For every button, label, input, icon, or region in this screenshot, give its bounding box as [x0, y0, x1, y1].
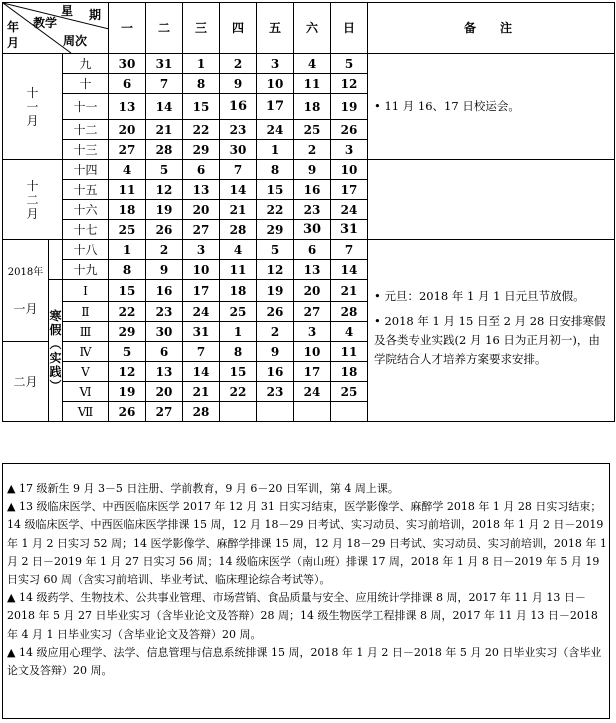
- week-number: 十九: [63, 260, 109, 280]
- remark-nov: • 11 月 16、17 日校运会。: [368, 54, 615, 160]
- day-cell: 26: [109, 402, 146, 422]
- day-cell: 4: [331, 322, 368, 342]
- day-cell: 4: [220, 240, 257, 260]
- day-cell: 6: [183, 160, 220, 180]
- week-number: 十三: [63, 140, 109, 160]
- day-cell: 2: [294, 140, 331, 160]
- day-cell: 8: [257, 160, 294, 180]
- day-cell: 14: [220, 180, 257, 200]
- day-cell: 25: [294, 120, 331, 140]
- day-header-thu: 四: [220, 3, 257, 54]
- corner-label-month: 月: [7, 36, 20, 50]
- day-cell: 15: [109, 280, 146, 302]
- day-header-fri: 五: [257, 3, 294, 54]
- day-cell: 20: [109, 120, 146, 140]
- week-number: Ⅱ: [63, 302, 109, 322]
- corner-label-week-a: 星: [61, 4, 74, 18]
- day-cell: 1: [183, 54, 220, 74]
- day-cell: 27: [109, 140, 146, 160]
- day-cell: 23: [146, 302, 183, 322]
- day-cell: 28: [331, 302, 368, 322]
- day-cell: 30: [146, 322, 183, 342]
- day-cell: 9: [146, 260, 183, 280]
- day-cell: 6: [294, 240, 331, 260]
- day-cell: 13: [183, 180, 220, 200]
- footnote-2: ▲ 13 级临床医学、中西医临床医学 2017 年 12 月 31 日实习结束，医学影像学、麻醉学 2018 年 1 月 28 日实习结束；14 级临床医学、中西医临床医学排课 15 周，12 月 18－29 日考试、实习动员、实习前培训，2018 年 1 月 2 日－2019 年 1 月 2 日实习 52 周；14 医学影像学、麻醉学排课 15 周，12 月 18－29 日考试、实习动员、实习前培训，2018 年 1 月 2 日－2019 年 1 月 27 日实习 56 周；14 级临床医学（南山班）排课 17 周，2018 年 1 月 8 日－2019 年 5 月 19 日实习 60 周（含实习前培训、毕业考试、临床理论综合考试等）。: [7, 500, 607, 587]
- day-cell: 3: [331, 140, 368, 160]
- day-cell: 30: [220, 140, 257, 160]
- day-cell: 14: [146, 94, 183, 120]
- day-cell: 20: [146, 382, 183, 402]
- remark-header: 备 注: [368, 3, 615, 54]
- day-cell: 24: [294, 382, 331, 402]
- month-label-feb: 二月: [3, 342, 49, 422]
- day-cell: 17: [294, 362, 331, 382]
- calendar-table: [2, 2, 615, 422]
- week-number: 十一: [63, 94, 109, 120]
- day-cell: 5: [109, 342, 146, 362]
- day-cell: 12: [257, 260, 294, 280]
- remark-dec: [368, 160, 615, 240]
- day-cell: 3: [183, 240, 220, 260]
- day-cell: 17: [183, 280, 220, 302]
- day-cell: 6: [109, 74, 146, 94]
- day-cell: 18: [109, 200, 146, 220]
- day-cell: 16: [220, 94, 257, 120]
- week-number: Ⅶ: [63, 402, 109, 422]
- week-number: Ⅳ: [63, 342, 109, 362]
- day-cell: 19: [257, 280, 294, 302]
- day-cell: 10: [257, 74, 294, 94]
- footnote-4: ▲ 14 级应用心理学、法学、信息管理与信息系统排课 15 周，2018 年 1 月 2 日－2018 年 5 月 20 日毕业实习（含毕业论文及答辩）20 周。: [7, 645, 602, 678]
- day-cell: 29: [183, 140, 220, 160]
- day-cell: 27: [146, 402, 183, 422]
- week-row: [3, 240, 615, 260]
- day-cell: 29: [109, 322, 146, 342]
- day-cell: 21: [220, 200, 257, 220]
- day-cell: 14: [331, 260, 368, 280]
- day-cell: 28: [220, 220, 257, 240]
- remark-new-year: • 元旦：2018 年 1 月 1 日元旦节放假。: [374, 288, 585, 303]
- day-cell: 19: [331, 94, 368, 120]
- day-cell: 3: [294, 322, 331, 342]
- day-cell: 27: [183, 220, 220, 240]
- day-cell: 6: [146, 342, 183, 362]
- remark-winter-break: • 2018 年 1 月 15 日至 2 月 28 日安排寒假及各类专业实践(2 月 16 日为正月初一)，由学院结合人才培养方案要求安排。: [374, 313, 606, 366]
- day-header-sat: 六: [294, 3, 331, 54]
- header-corner: [3, 3, 109, 54]
- day-cell: 9: [294, 160, 331, 180]
- week-number: 十四: [63, 160, 109, 180]
- day-cell: 8: [220, 342, 257, 362]
- day-cell: 1: [220, 322, 257, 342]
- day-cell: 17: [257, 94, 294, 120]
- day-cell: 20: [294, 280, 331, 302]
- day-cell: [294, 402, 331, 422]
- week-row: [3, 160, 615, 180]
- day-cell: 12: [109, 362, 146, 382]
- day-cell: 17: [331, 180, 368, 200]
- day-cell: 7: [331, 240, 368, 260]
- day-cell: 11: [220, 260, 257, 280]
- spacer-cell: [49, 240, 63, 280]
- day-cell: 27: [294, 302, 331, 322]
- month-label-dec: 十 二 月: [3, 160, 63, 240]
- week-number: 九: [63, 54, 109, 74]
- day-cell: 12: [146, 180, 183, 200]
- day-cell: 22: [257, 200, 294, 220]
- day-cell: 18: [294, 94, 331, 120]
- day-cell: 18: [331, 362, 368, 382]
- day-cell: 7: [220, 160, 257, 180]
- corner-label-week-b: 期: [89, 8, 102, 22]
- day-cell: 8: [109, 260, 146, 280]
- footnote-box: [2, 463, 610, 719]
- day-cell: 20: [183, 200, 220, 220]
- day-cell: 21: [331, 280, 368, 302]
- day-cell: 10: [331, 160, 368, 180]
- day-cell: 4: [294, 54, 331, 74]
- day-cell: [331, 402, 368, 422]
- week-number: 十二: [63, 120, 109, 140]
- week-number: 十八: [63, 240, 109, 260]
- day-cell: 26: [257, 302, 294, 322]
- week-number: Ⅵ: [63, 382, 109, 402]
- day-cell: [257, 402, 294, 422]
- day-cell: 9: [257, 342, 294, 362]
- week-number: 十: [63, 74, 109, 94]
- day-cell: 13: [109, 94, 146, 120]
- day-cell: 9: [220, 74, 257, 94]
- week-number: 十五: [63, 180, 109, 200]
- day-cell: 4: [109, 160, 146, 180]
- month-year-label: 2018年: [7, 266, 44, 278]
- day-cell: 15: [257, 180, 294, 200]
- month-label-nov: 十 一 月: [3, 54, 63, 160]
- day-cell: 1: [109, 240, 146, 260]
- day-header-tue: 二: [146, 3, 183, 54]
- day-cell: 11: [109, 180, 146, 200]
- day-cell: 10: [183, 260, 220, 280]
- day-cell: 25: [331, 382, 368, 402]
- day-cell: 13: [146, 362, 183, 382]
- month-label-jan: [3, 240, 49, 342]
- day-cell: 1: [257, 140, 294, 160]
- day-cell: 8: [183, 74, 220, 94]
- day-cell: 5: [146, 160, 183, 180]
- day-cell: 14: [183, 362, 220, 382]
- day-cell: 31: [331, 220, 368, 240]
- day-cell: 26: [331, 120, 368, 140]
- day-cell: 22: [109, 302, 146, 322]
- day-cell: 24: [331, 200, 368, 220]
- day-cell: 28: [146, 140, 183, 160]
- day-header-wed: 三: [183, 3, 220, 54]
- remark-jan: [368, 240, 615, 422]
- day-cell: 24: [183, 302, 220, 322]
- footnote-3: ▲ 14 级药学、生物技术、公共事业管理、市场营销、食品质量与安全、应用统计学排课 8 周，2017 年 11 月 13 日－2018 年 5 月 27 日毕业实习（含毕业论文及答辩）28 周；14 级生物医学工程排课 8 周，2017 年 11 月 13 日－2018 年 4 月 1 日毕业实习（含毕业论文及答辩）20 周。: [7, 591, 598, 641]
- day-cell: 2: [146, 240, 183, 260]
- day-cell: 16: [257, 362, 294, 382]
- week-number: 十七: [63, 220, 109, 240]
- day-cell: 21: [146, 120, 183, 140]
- day-cell: 25: [109, 220, 146, 240]
- day-cell: 18: [220, 280, 257, 302]
- day-cell: 29: [257, 220, 294, 240]
- day-cell: 11: [294, 74, 331, 94]
- day-cell: 21: [183, 382, 220, 402]
- day-cell: 30: [294, 220, 331, 240]
- day-cell: 23: [294, 200, 331, 220]
- day-cell: 5: [257, 240, 294, 260]
- day-cell: 16: [146, 280, 183, 302]
- day-cell: 5: [331, 54, 368, 74]
- day-cell: 23: [220, 120, 257, 140]
- week-number: Ⅲ: [63, 322, 109, 342]
- day-cell: 15: [220, 362, 257, 382]
- day-cell: 3: [257, 54, 294, 74]
- day-cell: 7: [146, 74, 183, 94]
- corner-label-weekno: 周次: [63, 34, 88, 48]
- day-cell: 23: [257, 382, 294, 402]
- corner-label-year: 年: [7, 20, 20, 34]
- day-cell: 11: [331, 342, 368, 362]
- day-cell: 24: [257, 120, 294, 140]
- day-cell: 19: [109, 382, 146, 402]
- day-cell: 10: [294, 342, 331, 362]
- footnote-1: ▲ 17 级新生 9 月 3－5 日注册、学前教育，9 月 6－20 日军训，第 4 周上课。: [7, 482, 399, 495]
- day-cell: 19: [146, 200, 183, 220]
- day-cell: 26: [146, 220, 183, 240]
- week-number: Ⅴ: [63, 362, 109, 382]
- winter-break-label: 寒 假 ︵ 实 践 ︶: [49, 280, 63, 422]
- day-header-mon: 一: [109, 3, 146, 54]
- week-number: Ⅰ: [63, 280, 109, 302]
- day-cell: 22: [220, 382, 257, 402]
- day-cell: 22: [183, 120, 220, 140]
- day-cell: 12: [331, 74, 368, 94]
- day-cell: 2: [220, 54, 257, 74]
- day-cell: 31: [146, 54, 183, 74]
- day-cell: 15: [183, 94, 220, 120]
- day-cell: 31: [183, 322, 220, 342]
- day-cell: 25: [220, 302, 257, 322]
- day-header-sun: 日: [331, 3, 368, 54]
- day-cell: 16: [294, 180, 331, 200]
- corner-label-teach: 教学: [33, 16, 58, 30]
- month-jan-label: 一月: [13, 301, 38, 316]
- week-number: 十六: [63, 200, 109, 220]
- week-row: [3, 54, 615, 74]
- day-cell: 13: [294, 260, 331, 280]
- day-cell: 30: [109, 54, 146, 74]
- day-cell: 7: [183, 342, 220, 362]
- day-cell: [220, 402, 257, 422]
- day-cell: 2: [257, 322, 294, 342]
- day-cell: 28: [183, 402, 220, 422]
